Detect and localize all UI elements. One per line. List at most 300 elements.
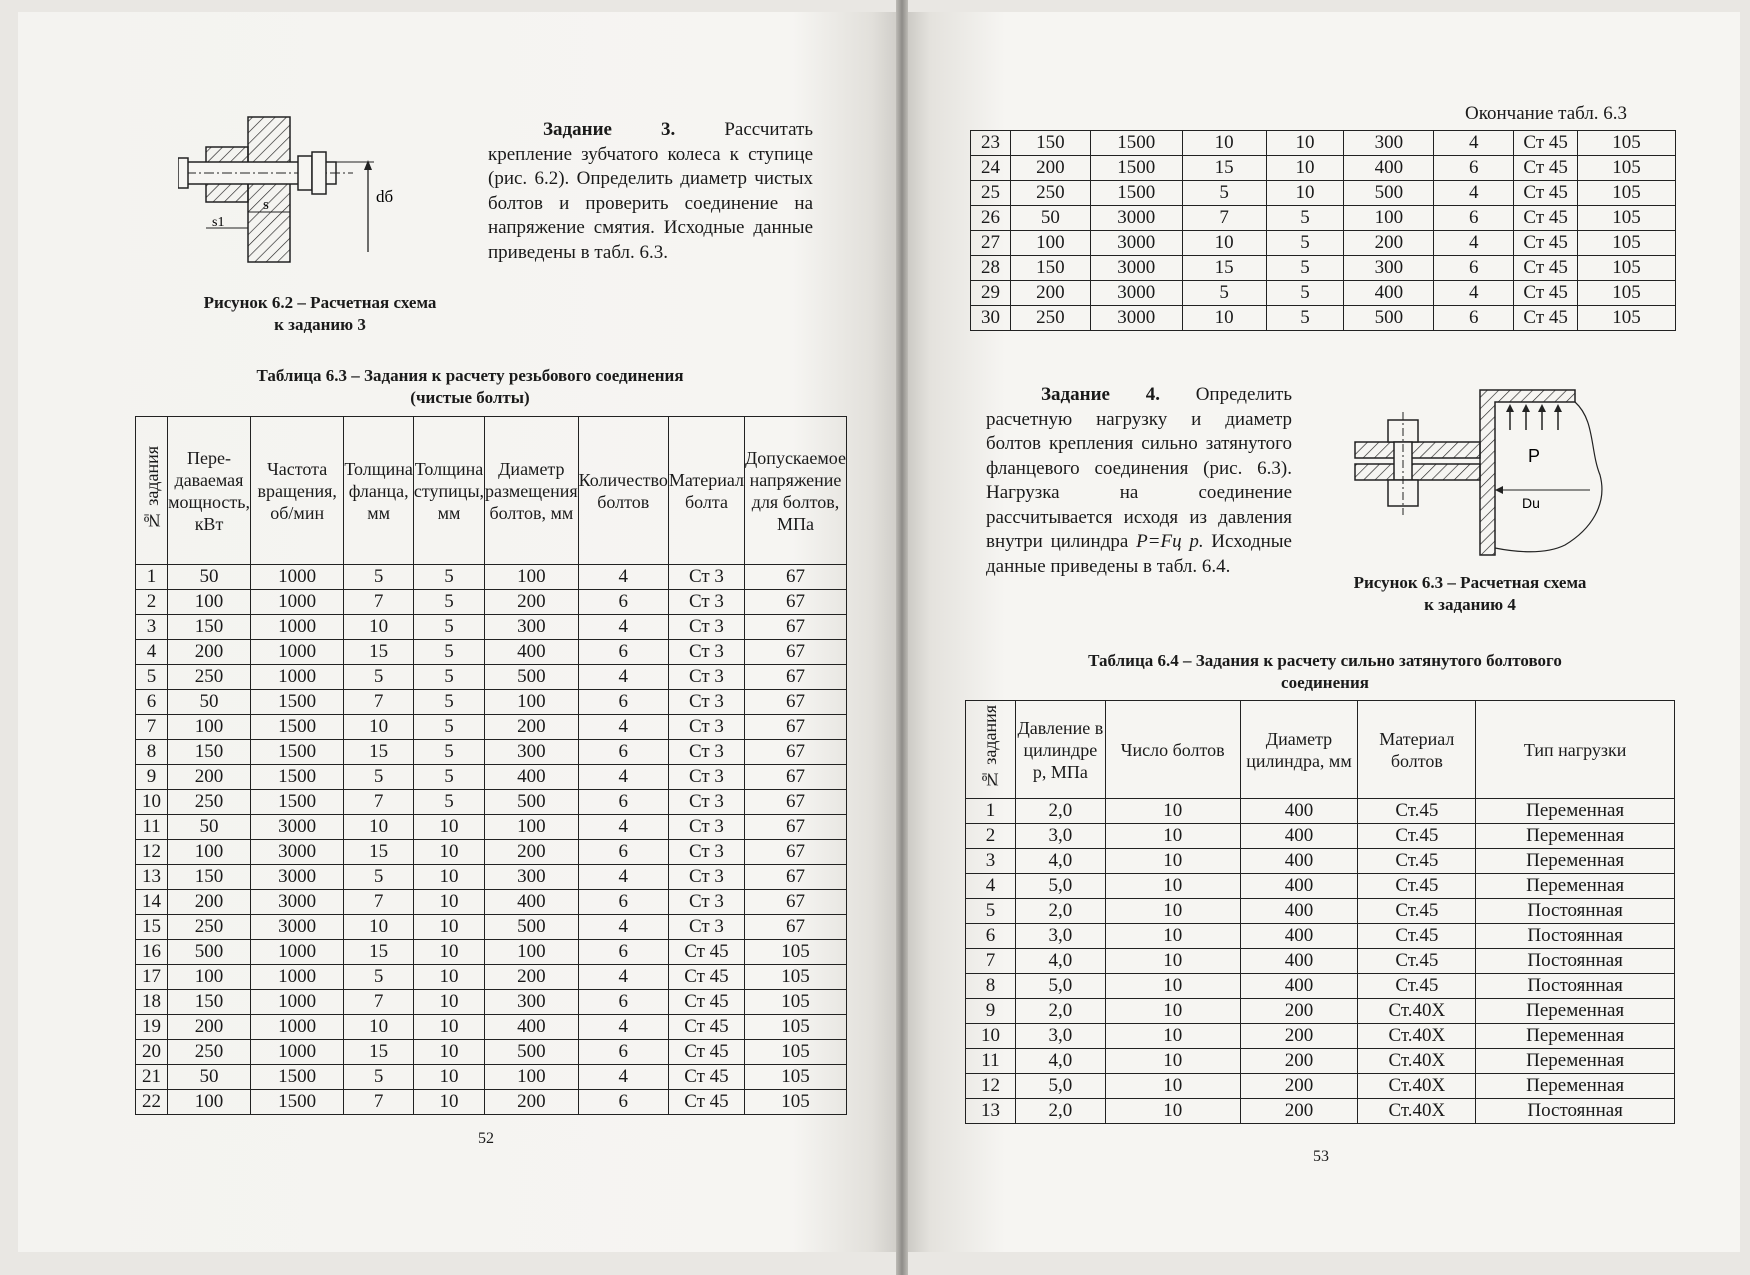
table-6-3-row-cell: 4 <box>578 715 668 740</box>
table-6-4-row-cell: Переменная <box>1476 849 1675 874</box>
table-6-4-row <box>966 924 1675 949</box>
table-6-4-row-cell: Постоянная <box>1476 949 1675 974</box>
table-6-4-row-cell: 10 <box>1105 874 1240 899</box>
table-6-4-row-cell: 3,0 <box>1015 924 1105 949</box>
table-6-3-continuation-row-cell: Ст 45 <box>1514 181 1578 206</box>
table-6-3-continuation-row-cell: 105 <box>1578 156 1676 181</box>
table-6-3-row-cell: 5 <box>413 790 484 815</box>
table-6-4-row <box>966 974 1675 999</box>
table-6-3-row-cell: 10 <box>344 915 414 940</box>
table-6-3-row-cell: 250 <box>168 915 251 940</box>
table-6-3-row-cell: 17 <box>136 965 168 990</box>
table-6-3-row-cell: 150 <box>168 740 251 765</box>
table-6-3-continuation-row-cell: 4 <box>1434 281 1514 306</box>
table-6-3-row-cell: Ст 3 <box>668 915 744 940</box>
table-6-3-continuation-row <box>971 306 1676 331</box>
table-6-4-row-cell: 6 <box>966 924 1016 949</box>
table-6-4-row-cell: 400 <box>1240 874 1358 899</box>
table-6-3-row-cell: 6 <box>578 590 668 615</box>
table-6-3-row-cell: 100 <box>168 715 251 740</box>
table-6-4-row-cell: 200 <box>1240 1049 1358 1074</box>
table-6-4-row-cell: 1 <box>966 799 1016 824</box>
table-6-3-continuation-row-cell: 1500 <box>1090 156 1182 181</box>
table-6-3-continuation-row-cell: 105 <box>1578 281 1676 306</box>
table-6-3-title-line1: Таблица 6.3 – Задания к расчету резьбового соединения <box>256 366 684 385</box>
table-6-3-continuation-row-cell: 5 <box>1266 231 1344 256</box>
table-6-3-row-cell: 105 <box>745 1015 847 1040</box>
table-6-3-row-cell: 5 <box>344 765 414 790</box>
table-6-3-continuation-row-cell: 1500 <box>1090 131 1182 156</box>
table-6-4-row-cell: 13 <box>966 1099 1016 1124</box>
table-6-3-row <box>136 865 847 890</box>
table-6-3-continuation-row-cell: Ст 45 <box>1514 306 1578 331</box>
table-6-3-row-cell: 105 <box>745 1040 847 1065</box>
table-6-3-row-cell: Ст 3 <box>668 890 744 915</box>
table-6-3-row-cell: 5 <box>413 765 484 790</box>
table-6-3-row-cell: 300 <box>485 615 579 640</box>
table-6-3-continuation-row <box>971 231 1676 256</box>
table-6-3-row-cell: 7 <box>344 990 414 1015</box>
table-6-3-row-cell: 3000 <box>250 890 343 915</box>
table-6-3-row-cell: 3000 <box>250 840 343 865</box>
table-6-3-continuation-row-cell: 10 <box>1266 156 1344 181</box>
table-6-3-continuation-row-cell: 105 <box>1578 181 1676 206</box>
table-6-3-continuation-row-cell: 10 <box>1182 306 1266 331</box>
table-6-3-row-cell: 67 <box>745 765 847 790</box>
table-6-4-body <box>966 799 1675 1124</box>
table-6-3-continuation-row-cell: 105 <box>1578 256 1676 281</box>
table-6-3-row-cell: 10 <box>344 1015 414 1040</box>
table-6-3-row-cell: 67 <box>745 915 847 940</box>
table-6-3-row-cell: 6 <box>578 890 668 915</box>
table-6-3-row-cell: 1000 <box>250 990 343 1015</box>
table-6-3-continuation-row-cell: 100 <box>1344 206 1434 231</box>
table-6-3-row-cell: 105 <box>745 965 847 990</box>
task-4-body-a: Определить расчетную нагрузку и диаметр болтов крепления сильно затянутого фланцевого соединения (рис. 6.3). Нагрузка на соединение рассчитывается исходя из давления внутри цилиндра <box>986 384 1293 552</box>
table-6-4-row-cell: 10 <box>966 1024 1016 1049</box>
table-6-3-continuation-row-cell: Ст 45 <box>1514 256 1578 281</box>
table-6-3-header-row <box>136 417 847 565</box>
table-6-3-row-cell: 7 <box>344 790 414 815</box>
table-6-3-row-cell: 5 <box>413 665 484 690</box>
table-6-4-row <box>966 799 1675 824</box>
table-6-4-row-cell: Переменная <box>1476 1024 1675 1049</box>
table-6-4-row <box>966 949 1675 974</box>
table-6-4-row-cell: 400 <box>1240 974 1358 999</box>
table-6-4-row-cell: 200 <box>1240 1074 1358 1099</box>
table-6-3-row-cell: 67 <box>745 615 847 640</box>
table-6-4-row-cell: 3 <box>966 849 1016 874</box>
table-6-4-row-cell: Ст.45 <box>1358 924 1476 949</box>
table-6-3-row-cell: Ст 45 <box>668 1090 744 1115</box>
table-6-3-row-cell: 7 <box>136 715 168 740</box>
table-6-4-row <box>966 899 1675 924</box>
table-6-3-continuation-row-cell: 5 <box>1266 206 1344 231</box>
table-6-3-row-cell: 250 <box>168 790 251 815</box>
table-6-4-row-cell: 2,0 <box>1015 1099 1105 1124</box>
table-6-3-continuation-row-cell: 25 <box>971 181 1011 206</box>
table-6-3-row-cell: 100 <box>485 1065 579 1090</box>
table-6-3-continuation-row-cell: 300 <box>1344 131 1434 156</box>
table-6-4-header-number: № задания <box>980 704 1001 790</box>
table-6-3-row-cell: Ст 3 <box>668 740 744 765</box>
table-6-3-row-cell: 105 <box>745 940 847 965</box>
table-6-3-row-cell: 10 <box>413 915 484 940</box>
table-6-3-row-cell: 7 <box>344 690 414 715</box>
table-6-3-row-cell: 6 <box>578 740 668 765</box>
table-6-4-row-cell: 3,0 <box>1015 1024 1105 1049</box>
table-6-3-row <box>136 665 847 690</box>
table-6-3-row-cell: 200 <box>485 1090 579 1115</box>
table-6-3-row-cell: Ст 3 <box>668 865 744 890</box>
table-6-3-row-cell: 3 <box>136 615 168 640</box>
figure-6-3-caption <box>1320 572 1620 616</box>
table-6-3-continuation-caption: Окончание табл. 6.3 <box>1465 103 1628 124</box>
page-number-left: 52 <box>478 1130 494 1147</box>
table-6-3-row-cell: Ст 3 <box>668 590 744 615</box>
table-6-4-row-cell: Постоянная <box>1476 974 1675 999</box>
table-6-3-row-cell: 1000 <box>250 590 343 615</box>
table-6-3-row <box>136 940 847 965</box>
table-6-3-row-cell: 400 <box>485 890 579 915</box>
table-6-3-continuation-row-cell: 10 <box>1266 131 1344 156</box>
table-6-3-continuation-row-cell: 5 <box>1266 306 1344 331</box>
table-6-3-row-cell: 6 <box>136 690 168 715</box>
figure-6-2-caption-line1: Рисунок 6.2 – Расчетная схема <box>203 293 437 312</box>
table-6-3-row-cell: 1500 <box>250 715 343 740</box>
table-6-3-row-cell: 22 <box>136 1090 168 1115</box>
figure-6-2-label-s1: s1 <box>212 215 225 230</box>
table-6-4-header-diameter: Диаметр цилиндра, мм <box>1240 701 1358 799</box>
table-6-3-row-cell: 67 <box>745 865 847 890</box>
table-6-4-row-cell: Постоянная <box>1476 924 1675 949</box>
table-6-3-continuation <box>970 130 1676 331</box>
table-6-3-continuation-body <box>971 131 1676 331</box>
table-6-3-row-cell: 3000 <box>250 815 343 840</box>
table-6-4-row-cell: 5 <box>966 899 1016 924</box>
table-6-3-row <box>136 565 847 590</box>
table-6-3-row-cell: 150 <box>168 615 251 640</box>
table-6-4-row-cell: 10 <box>1105 1099 1240 1124</box>
table-6-3-row-cell: 500 <box>485 1040 579 1065</box>
table-6-3-continuation-row-cell: 6 <box>1434 306 1514 331</box>
table-6-3-row <box>136 715 847 740</box>
table-6-3-continuation-row-cell: 5 <box>1182 281 1266 306</box>
table-6-4-row-cell: 4,0 <box>1015 1049 1105 1074</box>
table-6-3-row-cell: 10 <box>344 615 414 640</box>
table-6-3-header-power: Пере-даваемая мощность, кВт <box>168 417 251 565</box>
table-6-3-header-hub: Толщина ступицы, мм <box>413 417 484 565</box>
table-6-4-row-cell: 400 <box>1240 824 1358 849</box>
table-6-3-row-cell: 4 <box>578 915 668 940</box>
table-6-4-row-cell: Ст.45 <box>1358 949 1476 974</box>
table-6-3-row <box>136 1065 847 1090</box>
table-6-3-continuation-row-cell: Ст 45 <box>1514 156 1578 181</box>
table-6-3-continuation-row-cell: 30 <box>971 306 1011 331</box>
table-6-4-row-cell: 10 <box>1105 1024 1240 1049</box>
table-6-3-row-cell: 1000 <box>250 565 343 590</box>
table-6-3-continuation-row-cell: Ст 45 <box>1514 281 1578 306</box>
table-6-4-row-cell: 11 <box>966 1049 1016 1074</box>
table-6-3-row-cell: 105 <box>745 1065 847 1090</box>
table-6-3-row-cell: 250 <box>168 665 251 690</box>
table-6-3-continuation-row-cell: 150 <box>1010 131 1090 156</box>
table-6-3-row-cell: 10 <box>413 815 484 840</box>
table-6-3-row-cell: 4 <box>578 665 668 690</box>
table-6-3-row-cell: 6 <box>578 1040 668 1065</box>
table-6-3-continuation-row-cell: 5 <box>1266 256 1344 281</box>
table-6-3-continuation-row-cell: Ст 45 <box>1514 206 1578 231</box>
table-6-3-row-cell: Ст 3 <box>668 690 744 715</box>
table-6-3-row-cell: Ст 3 <box>668 640 744 665</box>
table-6-4-row-cell: 400 <box>1240 949 1358 974</box>
table-6-4-row <box>966 1024 1675 1049</box>
table-6-3-row-cell: 21 <box>136 1065 168 1090</box>
table-6-3-row-cell: 15 <box>344 940 414 965</box>
table-6-3-row-cell: Ст 3 <box>668 665 744 690</box>
table-6-3-continuation-row-cell: 10 <box>1182 131 1266 156</box>
table-6-3-row-cell: 67 <box>745 590 847 615</box>
table-6-4-row-cell: 10 <box>1105 1074 1240 1099</box>
table-6-3-row-cell: 200 <box>168 1015 251 1040</box>
table-6-3-row-cell: 67 <box>745 715 847 740</box>
table-6-3-row <box>136 915 847 940</box>
table-6-3-continuation-row-cell: 105 <box>1578 306 1676 331</box>
table-6-3-row-cell: 1500 <box>250 690 343 715</box>
table-6-3-row-cell: 500 <box>485 665 579 690</box>
table-6-3-row-cell: 10 <box>413 940 484 965</box>
table-6-3-continuation-row-cell: 3000 <box>1090 206 1182 231</box>
table-6-3-row-cell: 67 <box>745 840 847 865</box>
task-4-body-b: Исходные данные приведены в табл. 6.4. <box>986 531 1292 577</box>
table-6-3-row-cell: Ст 3 <box>668 840 744 865</box>
table-6-4-row-cell: 10 <box>1105 824 1240 849</box>
table-6-3-row-cell: 1000 <box>250 965 343 990</box>
table-6-3-row-cell: Ст 45 <box>668 1040 744 1065</box>
table-6-3-continuation-row-cell: 3000 <box>1090 306 1182 331</box>
table-6-3-row-cell: 50 <box>168 1065 251 1090</box>
table-6-3-continuation-row-cell: 27 <box>971 231 1011 256</box>
table-6-3-row-cell: 4 <box>578 865 668 890</box>
table-6-3-row-cell: 1000 <box>250 665 343 690</box>
table-6-3-row-cell: 7 <box>344 1090 414 1115</box>
table-6-3-row <box>136 1015 847 1040</box>
table-6-3-header-number: № задания <box>141 445 162 531</box>
table-6-3-row <box>136 840 847 865</box>
book-spine <box>896 0 908 1275</box>
table-6-3-continuation-row-cell: 15 <box>1182 256 1266 281</box>
table-6-3-continuation-row-cell: 3000 <box>1090 256 1182 281</box>
table-6-3-row-cell: 400 <box>485 765 579 790</box>
table-6-3-row-cell: 1 <box>136 565 168 590</box>
table-6-3-row-cell: 5 <box>136 665 168 690</box>
table-6-4-row-cell: 200 <box>1240 999 1358 1024</box>
table-6-3-row-cell: 200 <box>485 965 579 990</box>
table-6-4-row-cell: 10 <box>1105 899 1240 924</box>
table-6-3-continuation-row-cell: 4 <box>1434 231 1514 256</box>
table-6-3-row-cell: 9 <box>136 765 168 790</box>
table-6-3-continuation-row-cell: Ст 45 <box>1514 131 1578 156</box>
table-6-3-row-cell: 1000 <box>250 1040 343 1065</box>
table-6-3-header-stress: Допускаемое напряжение для болтов, МПа <box>745 417 847 565</box>
table-6-3-row-cell: 6 <box>578 990 668 1015</box>
table-6-4-row-cell: Ст.45 <box>1358 899 1476 924</box>
table-6-3-row-cell: 5 <box>413 690 484 715</box>
table-6-4-row-cell: Ст.45 <box>1358 974 1476 999</box>
table-6-3-continuation-row-cell: 3000 <box>1090 231 1182 256</box>
table-6-3-row-cell: 13 <box>136 865 168 890</box>
table-6-3-row-cell: 5 <box>413 590 484 615</box>
table-6-3-row <box>136 790 847 815</box>
table-6-4 <box>965 700 1675 1124</box>
table-6-3-continuation-row-cell: 7 <box>1182 206 1266 231</box>
table-6-3-row-cell: 20 <box>136 1040 168 1065</box>
table-6-4-row-cell: Постоянная <box>1476 1099 1675 1124</box>
table-6-3-row-cell: 15 <box>344 740 414 765</box>
table-6-3-row-cell: 18 <box>136 990 168 1015</box>
table-6-3-row-cell: 7 <box>344 890 414 915</box>
table-6-3-row-cell: 100 <box>485 815 579 840</box>
table-6-4-header-pressure: Давление в цилиндре p, МПа <box>1015 701 1105 799</box>
table-6-3-title <box>150 365 790 409</box>
table-6-3-row-cell: 15 <box>344 640 414 665</box>
table-6-3-continuation-row-cell: 50 <box>1010 206 1090 231</box>
table-6-4-row-cell: 2,0 <box>1015 799 1105 824</box>
table-6-3-continuation-row-cell: 100 <box>1010 231 1090 256</box>
table-6-3-row-cell: 3000 <box>250 915 343 940</box>
table-6-3-row-cell: 500 <box>485 790 579 815</box>
table-6-4-title-line2: соединения <box>1281 673 1369 692</box>
table-6-3-row-cell: 5 <box>413 615 484 640</box>
table-6-3-continuation-row-cell: 200 <box>1344 231 1434 256</box>
table-6-3-row-cell: 67 <box>745 740 847 765</box>
table-6-3-continuation-row-cell: 1500 <box>1090 181 1182 206</box>
table-6-4-row-cell: 7 <box>966 949 1016 974</box>
table-6-3-row-cell: 67 <box>745 640 847 665</box>
table-6-4-row-cell: Переменная <box>1476 824 1675 849</box>
table-6-3-row-cell: 400 <box>485 640 579 665</box>
table-6-3-continuation-row-cell: 23 <box>971 131 1011 156</box>
table-6-3 <box>135 416 847 1115</box>
table-6-3-row-cell: 4 <box>578 765 668 790</box>
table-6-3-row <box>136 815 847 840</box>
table-6-3-row-cell: 200 <box>485 840 579 865</box>
table-6-3-row <box>136 590 847 615</box>
table-6-3-row-cell: 5 <box>413 740 484 765</box>
table-6-4-row-cell: Ст.45 <box>1358 874 1476 899</box>
table-6-4-header-row <box>966 701 1675 799</box>
table-6-4-row-cell: Переменная <box>1476 1074 1675 1099</box>
table-6-4-row-cell: 10 <box>1105 974 1240 999</box>
table-6-3-row-cell: 50 <box>168 565 251 590</box>
table-6-3-row-cell: 100 <box>168 840 251 865</box>
task-3-body: Рассчитать крепление зубчатого колеса к ступице (рис. 6.2). Определить диаметр чистых болтов и проверить соединение на напряжение смятия. Исходные данные приведены в табл. 6.3. <box>488 119 813 263</box>
table-6-4-row-cell: Переменная <box>1476 1049 1675 1074</box>
figure-6-2-caption-line2: к заданию 3 <box>274 315 366 334</box>
table-6-3-row-cell: 50 <box>168 690 251 715</box>
table-6-3-row-cell: Ст 3 <box>668 615 744 640</box>
table-6-3-row-cell: Ст 3 <box>668 715 744 740</box>
table-6-3-row-cell: 300 <box>485 865 579 890</box>
table-6-3-row <box>136 640 847 665</box>
table-6-3-row-cell: 100 <box>485 940 579 965</box>
table-6-3-row-cell: 100 <box>168 590 251 615</box>
figure-6-3-label-p: P <box>1528 446 1541 466</box>
table-6-4-row-cell: Переменная <box>1476 999 1675 1024</box>
table-6-3-row-cell: 67 <box>745 565 847 590</box>
table-6-3-row-cell: 10 <box>413 1090 484 1115</box>
table-6-3-row <box>136 1040 847 1065</box>
table-6-3-continuation-row-cell: 200 <box>1010 156 1090 181</box>
table-6-3-row-cell: 1000 <box>250 640 343 665</box>
table-6-4-row-cell: 400 <box>1240 899 1358 924</box>
table-6-3-row-cell: 200 <box>168 890 251 915</box>
table-6-3-continuation-row-cell: 10 <box>1182 231 1266 256</box>
table-6-3-row-cell: Ст 45 <box>668 1065 744 1090</box>
table-6-3-row-cell: 500 <box>485 915 579 940</box>
table-6-3-continuation-row-cell: 28 <box>971 256 1011 281</box>
table-6-4-row-cell: Ст.45 <box>1358 824 1476 849</box>
table-6-4-row-cell: 200 <box>1240 1024 1358 1049</box>
table-6-3-row-cell: 5 <box>344 965 414 990</box>
table-6-3-row-cell: 1500 <box>250 790 343 815</box>
table-6-3-row-cell: 10 <box>413 865 484 890</box>
table-6-3-row-cell: 150 <box>168 990 251 1015</box>
table-6-3-continuation-row-cell: 4 <box>1434 131 1514 156</box>
table-6-3-continuation-row-cell: 5 <box>1182 181 1266 206</box>
table-6-3-row-cell: Ст 45 <box>668 990 744 1015</box>
table-6-3-row-cell: 6 <box>578 1090 668 1115</box>
table-6-3-row-cell: 200 <box>485 590 579 615</box>
table-6-4-row-cell: 2,0 <box>1015 899 1105 924</box>
table-6-4-row-cell: Ст.40Х <box>1358 1099 1476 1124</box>
table-6-3-row-cell: Ст 45 <box>668 965 744 990</box>
table-6-3-row-cell: 500 <box>168 940 251 965</box>
table-6-3-continuation-row-cell: 250 <box>1010 181 1090 206</box>
table-6-4-row-cell: 5,0 <box>1015 874 1105 899</box>
table-6-3-row-cell: 67 <box>745 690 847 715</box>
table-6-3-row-cell: 15 <box>344 1040 414 1065</box>
table-6-3-row-cell: 15 <box>136 915 168 940</box>
table-6-3-row-cell: 5 <box>344 865 414 890</box>
table-6-3-row-cell: 6 <box>578 840 668 865</box>
table-6-3-continuation-row-cell: 200 <box>1010 281 1090 306</box>
table-6-4-title <box>1000 650 1650 694</box>
table-6-3-continuation-row-cell: 500 <box>1344 306 1434 331</box>
table-6-3-continuation-row-cell: 10 <box>1266 181 1344 206</box>
table-6-3-continuation-row-cell: 6 <box>1434 156 1514 181</box>
table-6-4-title-line1: Таблица 6.4 – Задания к расчету сильно затянутого болтового <box>1088 651 1562 670</box>
table-6-3-row-cell: 16 <box>136 940 168 965</box>
table-6-3-continuation-row-cell: 6 <box>1434 256 1514 281</box>
table-6-3-row <box>136 890 847 915</box>
table-6-3-row-cell: 105 <box>745 990 847 1015</box>
table-6-3-continuation-row-cell: 5 <box>1266 281 1344 306</box>
table-6-4-row <box>966 874 1675 899</box>
table-6-3-row-cell: 1500 <box>250 740 343 765</box>
table-6-4-row <box>966 1074 1675 1099</box>
table-6-3-row-cell: 5 <box>344 665 414 690</box>
table-6-3-continuation-row-cell: 105 <box>1578 231 1676 256</box>
table-6-3-row-cell: 1500 <box>250 1065 343 1090</box>
table-6-4-row-cell: Ст.45 <box>1358 799 1476 824</box>
table-6-3-body <box>136 565 847 1115</box>
table-6-3-continuation-row-cell: 300 <box>1344 256 1434 281</box>
table-6-4-row-cell: 8 <box>966 974 1016 999</box>
table-6-4-row-cell: 2,0 <box>1015 999 1105 1024</box>
table-6-3-row-cell: 105 <box>745 1090 847 1115</box>
table-6-3-row-cell: 4 <box>578 615 668 640</box>
